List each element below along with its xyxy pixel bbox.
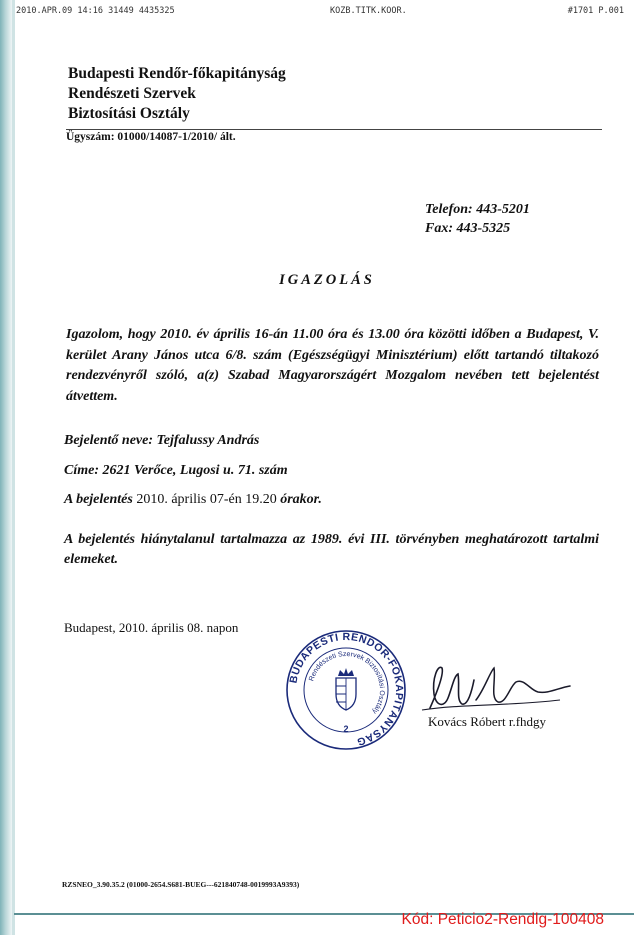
certification-paragraph: Igazolom, hogy 2010. év április 16-án 11.00 óra és 13.00 óra közötti időben a Budapest, V. kerület Arany János utca 6/8. szám (Egészségügyi Minisztérium) előtt tartandó tiltakozó rendezvényről szóló, a(z) Szabad Magyarországért Mozgalom nevében tett bejelentést átvettem. [66,327,599,404]
case-number-label: Ügyszám: [66,131,115,143]
case-number-line [66,131,236,143]
svg-text:Rendészeti Szervek Biztosítási [308,651,385,715]
coat-of-arms-icon [336,668,356,710]
stamp-inner-text: Rendészeti Szervek Biztosítási Osztály [308,650,386,715]
filing-date: 2010. április 07-én 19.20 [136,492,277,507]
document-title [0,272,634,289]
notifier-address: Címe: 2621 Verőce, Lugosi u. 71. szám [64,463,288,478]
signer-name: Kovács Róbert r.fhdgy [428,714,547,729]
completeness-paragraph: A bejelentés hiánytalanul tartalmazza az 1989. évi III. törvényben meghatározott tartalmi elemeket. [64,532,599,567]
document-title-text: IGAZOLÁS [279,272,375,288]
case-number-value: 01000/14087-1/2010/ ált. [117,131,236,143]
fax-number: Fax: 443-5325 [425,221,511,236]
org-name-line-3: Biztosítási Osztály [68,105,190,122]
fax-scan-edge-line [12,0,15,935]
document-code: Kód: Peticio2-Rendlg-100408 [401,911,604,928]
notifier-name: Bejelentő neve: Tejfalussy András [64,433,260,448]
stamp-outer-text: BUDAPESTI RENDŐR-FŐKAPITÁNYSÁG [287,630,406,748]
filing-time-line [64,492,322,508]
filing-prefix: A bejelentés [64,492,133,507]
fax-header-middle: KOZB.TITK.KOOR. [330,6,407,16]
handwritten-signature [420,660,580,720]
place-and-date: Budapest, 2010. április 08. napon [64,620,239,635]
letterhead [68,64,286,124]
letterhead-rule [66,129,602,130]
fax-transmission-header [16,6,628,20]
fax-header-right: #1701 P.001 [567,6,624,16]
fax-header-left: 2010.APR.09 14:16 31449 4435325 [16,6,175,16]
org-name-line-2: Rendészeti Szervek [68,85,196,102]
stamp-number: 2 [343,724,349,734]
footer-reference: RZSNEO_3.90.35.2 (01000-2654.S681-BUEG---621840748-0019993A9393) [62,880,300,889]
filing-suffix: órakor. [280,492,322,507]
contact-block [425,200,530,238]
org-name-line-1: Budapesti Rendőr-főkapitányság [68,65,286,82]
phone-number: Telefon: 443-5201 [425,202,530,217]
official-stamp [284,628,408,752]
